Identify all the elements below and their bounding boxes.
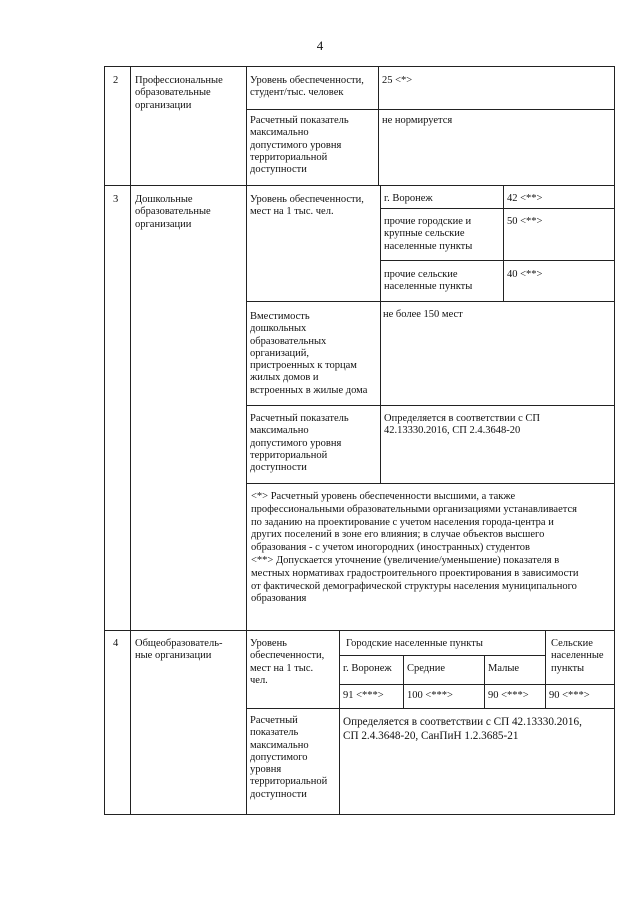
page-number: 4 xyxy=(316,38,324,53)
org-type: Общеобразователь- ные организации xyxy=(135,638,223,662)
param-label: Расчетный показатель максимально допустимого уровня территориальной доступности xyxy=(250,115,349,176)
footnotes: <*> Расчетный уровень обеспеченности высшими, а также профессиональными образовательными организациями устанавливается по заданию на проектирование с учетом населения города-центра и других поселений в зоне его влияния; в случае объектов высшего образования - с учетом иногородних (иностранных) студентов <**> Допускается уточнение (увеличение/уменьшение) показателя в местных нормативах градостроительного проектирования в зависимости от фактической демографической структуры населения муниципального образования xyxy=(251,491,579,605)
row-number: 2 xyxy=(113,75,119,86)
org-type: Профессиональные образовательные организации xyxy=(135,75,223,111)
group-header-rural: Сельские населенные пункты xyxy=(551,638,604,674)
org-type: Дошкольные образовательные организации xyxy=(135,194,211,230)
row-number: 3 xyxy=(113,194,119,205)
place-value: 42 <**> xyxy=(507,193,543,204)
param-value: не более 150 мест xyxy=(383,309,463,320)
place-value: 50 <**> xyxy=(507,216,543,227)
place-label: прочие сельские населенные пункты xyxy=(384,269,473,293)
place-value: 40 <**> xyxy=(507,269,543,280)
param-label: Уровень обеспеченности, студент/тыс. человек xyxy=(250,75,364,99)
place-label: г. Воронеж xyxy=(384,193,433,204)
param-label: Уровень обеспеченности, мест на 1 тыс. чел. xyxy=(250,194,364,218)
place-label: прочие городские и крупные сельские населенные пункты xyxy=(384,216,473,252)
param-value: 25 <*> xyxy=(382,75,413,86)
capacity-value: 90 <***> xyxy=(549,690,590,701)
row-number: 4 xyxy=(113,638,119,649)
sub-header: Малые xyxy=(488,663,520,674)
capacity-value: 100 <***> xyxy=(407,690,453,701)
param-label: Расчетный показатель максимально допустимого уровня территориальной доступности xyxy=(250,715,328,800)
param-label: Вместимость дошкольных образовательных организаций, пристроенных к торцам жилых домов и встроенных в жилые дома xyxy=(250,311,368,396)
param-label: Уровень обеспеченности, мест на 1 тыс. чел. xyxy=(250,638,325,686)
capacity-value: 91 <***> xyxy=(343,690,384,701)
param-value: Определяется в соответствии с СП 42.13330.2016, СП 2.4.3648-20 xyxy=(384,413,540,437)
sub-header: Средние xyxy=(407,663,446,674)
capacity-value: 90 <***> xyxy=(488,690,529,701)
param-value: не нормируется xyxy=(382,115,453,126)
param-label: Расчетный показатель максимально допустимого уровня территориальной доступности xyxy=(250,413,349,474)
group-header-urban: Городские населенные пункты xyxy=(346,638,483,649)
sub-header: г. Воронеж xyxy=(343,663,392,674)
param-value: Определяется в соответствии с СП 42.13330.2016, СП 2.4.3648-20, СанПиН 1.2.3685-21 xyxy=(343,716,582,742)
